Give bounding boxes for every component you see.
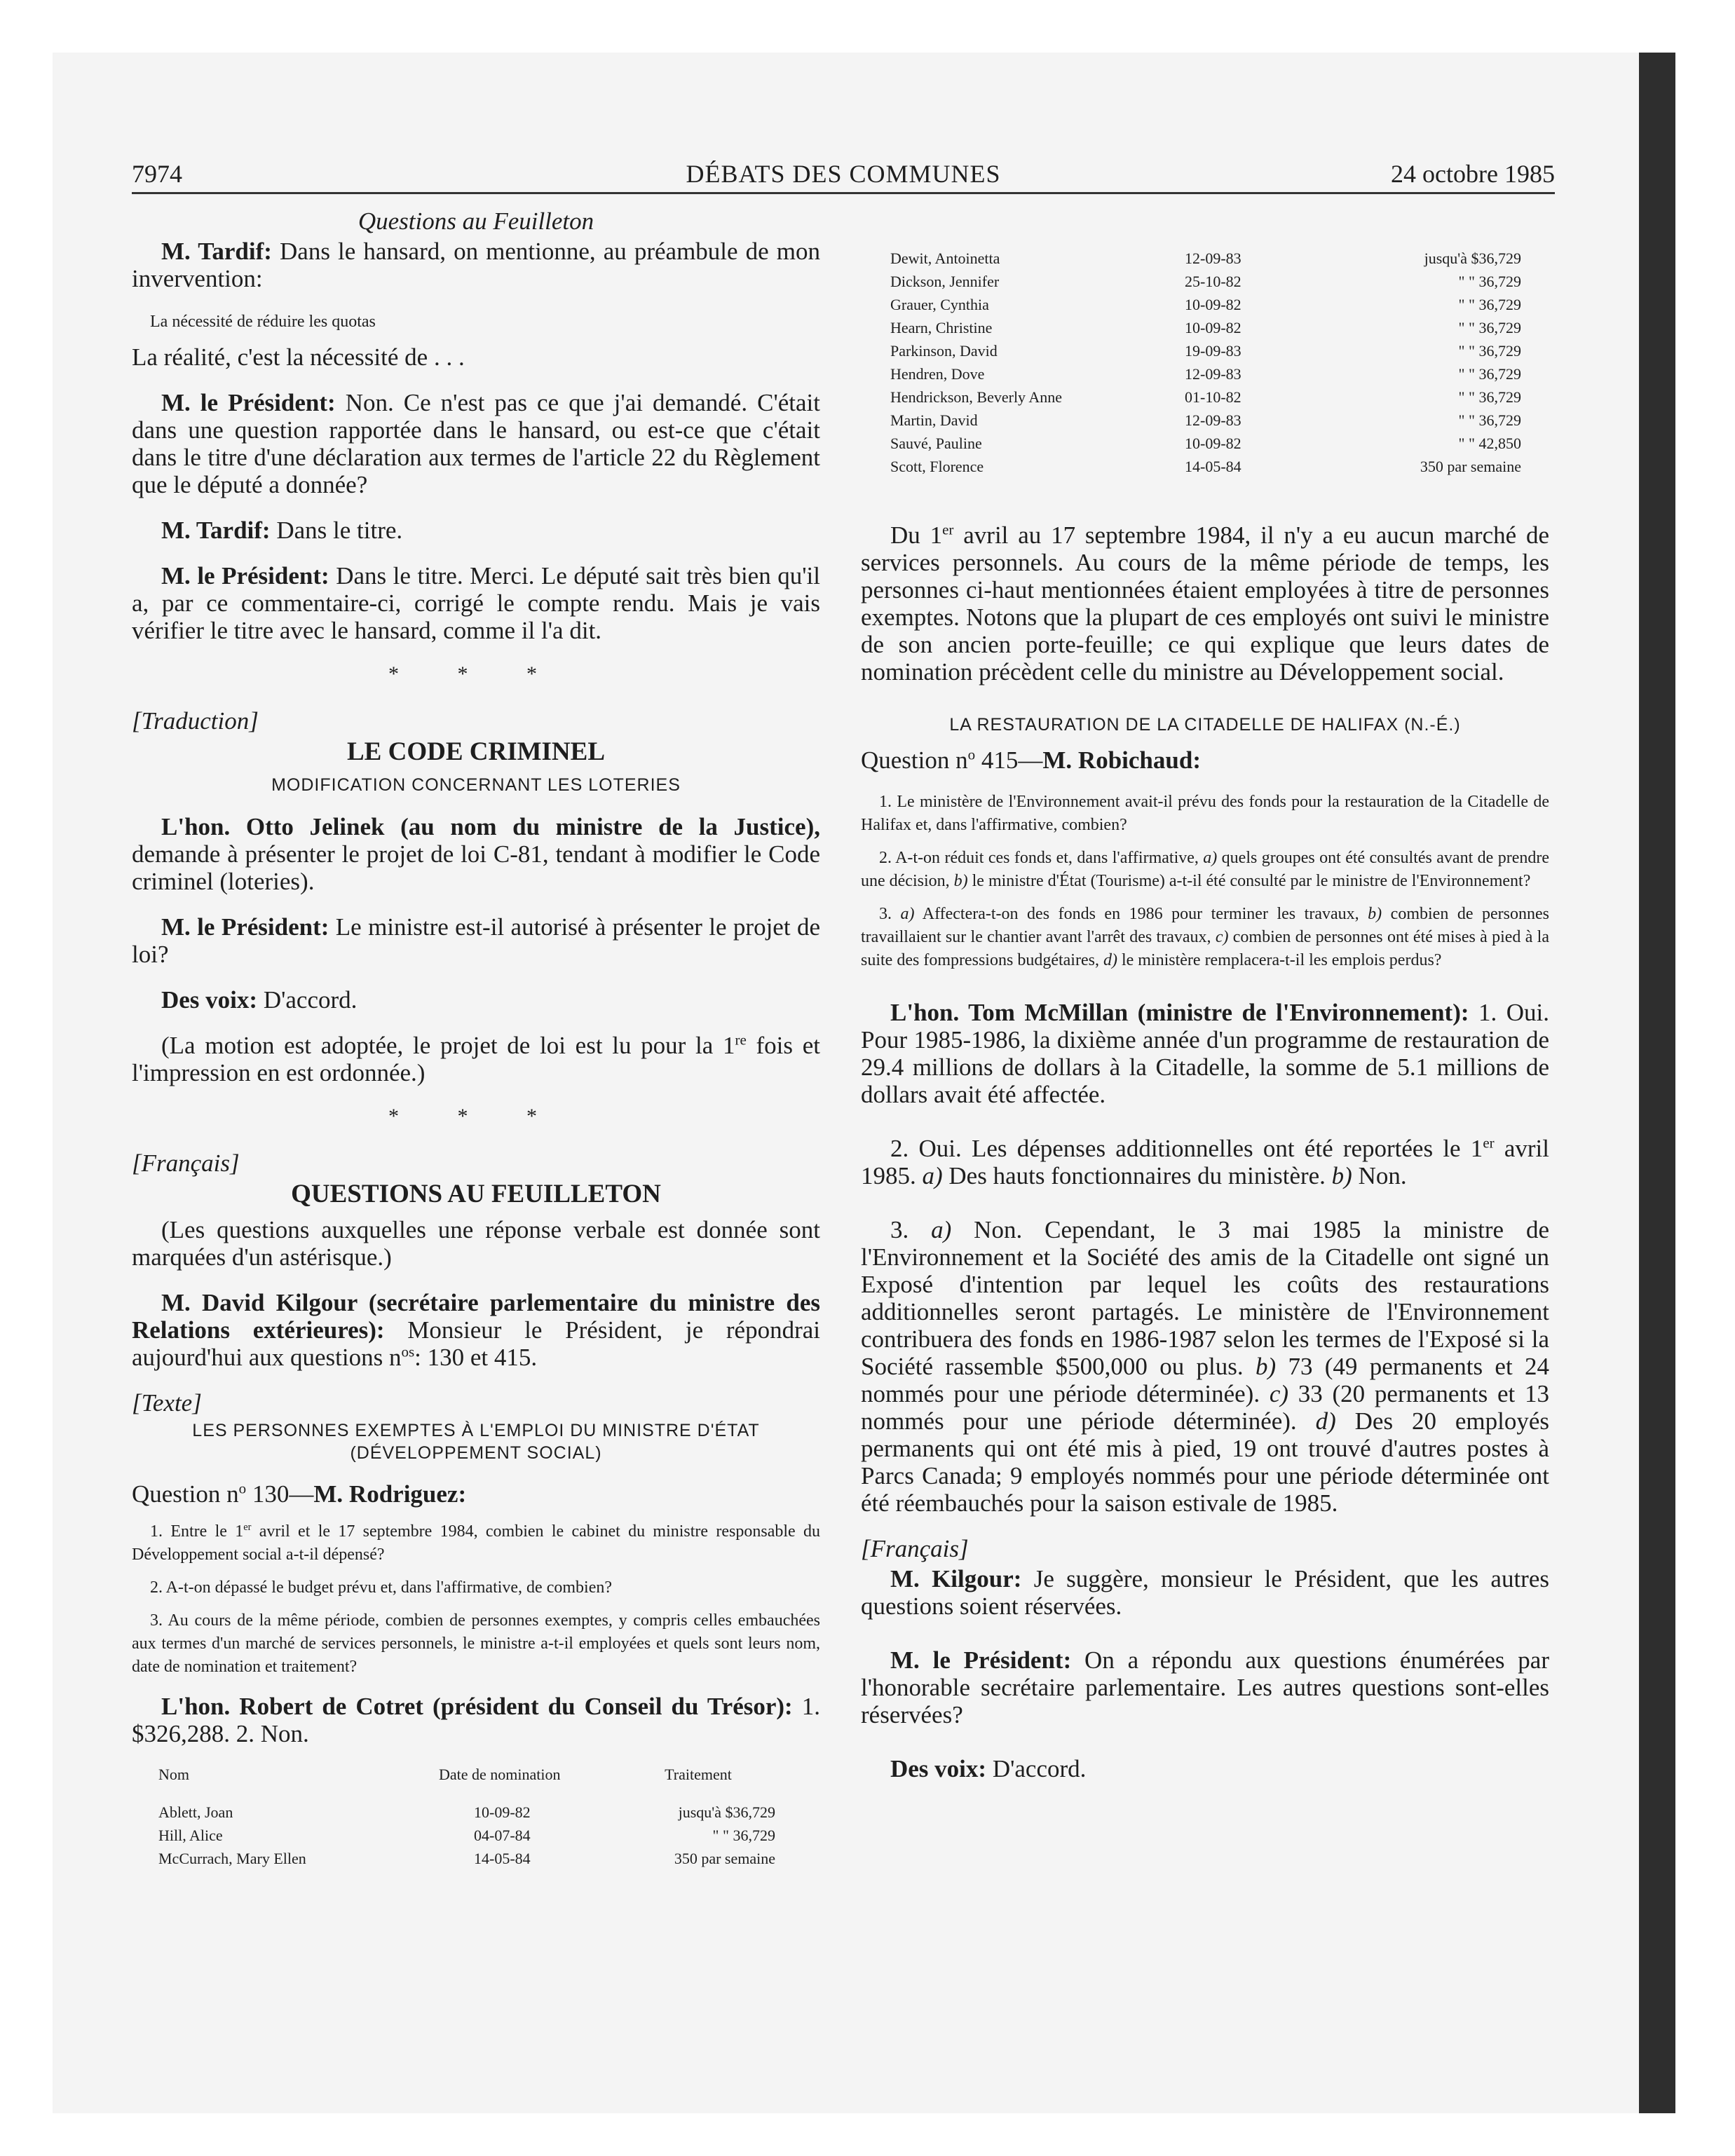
publication-title: DÉBATS DES COMMUNES: [686, 160, 1001, 188]
speaker: M. le Président:: [890, 1646, 1072, 1674]
scan-edge: [1639, 53, 1675, 2113]
speaker: Des voix:: [890, 1755, 987, 1782]
text-run: le ministre d'État (Tourisme) a-t-il été consulté par le ministre de l'Environnement?: [967, 872, 1531, 890]
text-run: 130—: [246, 1480, 314, 1508]
speaker: M. le Président:: [161, 913, 329, 941]
question-title: [132, 1419, 820, 1464]
separator-stars: * * *: [388, 1105, 564, 1128]
paragraph: [132, 1289, 820, 1371]
cell-name: Hearn, Christine: [890, 318, 993, 336]
text-run: Des hauts fonctionnaires du ministère.: [942, 1162, 1332, 1189]
cell-salary: " " 36,729: [1458, 295, 1521, 313]
staff-table: [158, 1766, 775, 1870]
paragraph: [132, 986, 820, 1014]
cell-name: Ablett, Joan: [158, 1803, 233, 1821]
enum-label: a): [931, 1216, 952, 1243]
table-row: [890, 432, 1521, 455]
questioner: M. Robichaud:: [1042, 746, 1201, 774]
speech-text: : 130 et 415.: [414, 1344, 538, 1371]
enum-label: b): [1331, 1162, 1352, 1189]
text-run: quels groupes ont été consultés avant de prendre une décision,: [861, 849, 1549, 890]
question-item: 2. A-t-on dépassé le budget prévu et, dans l'affirmative, de combien?: [150, 1578, 613, 1597]
paragraph: [861, 1755, 1549, 1782]
question-item: 3. Au cours de la même période, combien de personnes exemptes, y compris celles embauchées aux termes d'un marché de services personnels, le ministre a-t-il employées et quels sont leurs nom, date de nomination et traitement?: [132, 1611, 820, 1676]
text-run: combien de personnes travaillaient sur le chantier avant l'arrêt des travaux,: [861, 905, 1549, 946]
table-row: [158, 1847, 775, 1870]
speech-text: Dans le titre. Merci. Le député sait très bien qu'il a, par ce commentaire-ci, corrigé le compte rendu. Mais je vais vérifier le titre avec le hansard, comme il l'a dit.: [132, 562, 820, 644]
cell-date: 14-05-84: [1185, 457, 1241, 475]
speech-text: demande à présenter le projet de loi C-81, tendant à modifier le Code criminel (loteries).: [132, 840, 820, 895]
speech-text: Non. Ce n'est pas ce que j'ai demandé. C'était dans une question rapportée dans le hansard, ou est-ce que c'était dans le titre d'une déclaration aux termes de l'article 22 du Règlement que le député a donnée?: [132, 389, 820, 498]
paragraph: [132, 813, 820, 895]
cell-name: Parkinson, David: [890, 341, 998, 360]
enum-label: c): [1215, 928, 1229, 946]
enum-label: b): [953, 872, 968, 890]
speech-text: D'accord.: [257, 986, 358, 1014]
left-column: [132, 207, 820, 1870]
enum-label: d): [1103, 951, 1117, 969]
speaker: M. David Kilgour (secrétaire parlementaire du ministre des Relations extérieures):: [132, 1289, 820, 1344]
cell-date: 25-10-82: [1185, 272, 1241, 290]
superscript: os: [401, 1343, 415, 1360]
text-run: le ministère remplacera-t-il les emplois perdus?: [1117, 951, 1442, 969]
page-header: [132, 156, 1555, 194]
cell-date: 14-05-84: [474, 1849, 531, 1867]
table-row: [890, 409, 1521, 432]
enum-label: c): [1269, 1380, 1289, 1407]
enum-label: b): [1255, 1353, 1277, 1380]
speech-text: Le ministre est-il autorisé à présenter le projet de loi?: [132, 913, 820, 968]
text-run: 2. A-t-on réduit ces fonds et, dans l'affirmative,: [879, 849, 1204, 867]
text-run: (La motion est adoptée, le projet de loi est lu pour la 1: [161, 1032, 735, 1059]
superscript: er: [1483, 1134, 1495, 1152]
bill-title: LE CODE CRIMINEL: [347, 737, 605, 766]
table-row: [890, 270, 1521, 293]
paragraph: [861, 521, 1549, 685]
cell-name: Grauer, Cynthia: [890, 295, 989, 313]
table-row: [890, 386, 1521, 409]
cell-name: Dickson, Jennifer: [890, 272, 1000, 290]
enum-label: d): [1315, 1407, 1336, 1435]
column-header: Traitement: [665, 1766, 732, 1783]
paragraph: La réalité, c'est la nécessité de . . .: [132, 343, 465, 371]
paragraph: [132, 562, 820, 644]
table-row: [890, 247, 1521, 270]
cell-salary: " " 36,729: [1458, 318, 1521, 336]
text-run: avril au 17 septembre 1984, il n'y a eu aucun marché de services personnels. Au cours de la même période de temps, les personnes ci-haut mentionnées étaient employées à titre de personnes exemptes. Notons que la plupart de ces employés ont suivi le ministre de son ancien porte-feuille; ce qui explique que leurs dates de nomination précèdent celle du ministre au Développement social.: [861, 521, 1549, 685]
cell-date: 10-09-82: [1185, 434, 1241, 452]
text-run: 3.: [890, 1216, 932, 1243]
enum-label: a): [922, 1162, 943, 1189]
speech-text: Dans le titre.: [270, 517, 403, 544]
text-run: Des 20 employés permanents qui ont été mis à pied, 19 ont trouvé d'autres postes à Parcs Canada; 9 employés nommés pour une période déterminée ont été réembauchés pour la saison estivale de 1985.: [861, 1407, 1549, 1517]
cell-date: 12-09-83: [1185, 411, 1241, 429]
paragraph: [132, 517, 820, 544]
paragraph: [132, 238, 820, 292]
paragraph: [132, 913, 820, 968]
cell-date: 10-09-82: [474, 1803, 531, 1821]
cell-salary: " " 36,729: [1458, 272, 1521, 290]
speaker: M. le Président:: [161, 562, 329, 589]
question-title-line: (DÉVELOPPEMENT SOCIAL): [350, 1443, 602, 1463]
table-header-row: [158, 1766, 775, 1801]
question-item: [861, 847, 1549, 893]
cell-name: Scott, Florence: [890, 457, 984, 475]
speaker: L'hon. Tom McMillan (ministre de l'Environnement):: [890, 999, 1469, 1026]
paragraph: [861, 1216, 1549, 1517]
column-header: Date de nomination: [439, 1766, 561, 1783]
enum-label: b): [1368, 905, 1382, 923]
superscript: er: [243, 1522, 252, 1533]
text-run: 33 (20 permanents et 13 nommés pour une période déterminée).: [861, 1380, 1549, 1435]
cell-name: Hendrickson, Beverly Anne: [890, 388, 1062, 406]
text-run: Question n: [861, 746, 968, 774]
speech-text: 1. Oui. Pour 1985-1986, la dixième année d'un programme de restauration de 29.4 millions de dollars à la Citadelle, la somme de 5.1 millions de dollars avait été affectée.: [861, 999, 1549, 1108]
cell-salary: jusqu'à $36,729: [678, 1803, 775, 1821]
text-run: 2. Oui. Les dépenses additionnelles ont été reportées le 1: [890, 1135, 1483, 1162]
table-row: [890, 339, 1521, 362]
cell-date: 04-07-84: [474, 1826, 531, 1844]
speech-text: D'accord.: [986, 1755, 1087, 1782]
question-item: [132, 1520, 820, 1567]
cell-salary: jusqu'à $36,729: [1424, 249, 1521, 267]
paragraph: [861, 999, 1549, 1108]
column-header: Nom: [158, 1766, 189, 1783]
speaker: L'hon. Robert de Cotret (président du Conseil du Trésor):: [161, 1693, 793, 1720]
text-run: Non. Cependant, le 3 mai 1985 la ministre de l'Environnement et la Société des amis de la Citadelle ont signé un Exposé d'intention par lequel les coûts des restaurations additionnelles seront partagés. Le ministère de l'Environnement contribuera des fonds en 1986-1987 selon les termes de l'Exposé si la Société rassemble $500,000 ou plus.: [861, 1216, 1549, 1380]
paragraph: [861, 1646, 1549, 1728]
text-run: Non.: [1352, 1162, 1407, 1189]
question-title: LA RESTAURATION DE LA CITADELLE DE HALIFAX (N.-É.): [949, 715, 1461, 735]
cell-name: Dewit, Antoinetta: [890, 249, 1000, 267]
cell-salary: " " 36,729: [1458, 364, 1521, 383]
language-tag: [Français]: [861, 1535, 969, 1562]
right-column: [861, 247, 1549, 1801]
paragraph: (Les questions auxquelles une réponse verbale est donnée sont marquées d'un astérisque.): [132, 1216, 820, 1271]
cell-salary: 350 par semaine: [674, 1849, 775, 1867]
section-title: Questions au Feuilleton: [358, 207, 594, 235]
text-run: avril 1985.: [861, 1135, 1550, 1189]
speaker: Des voix:: [161, 986, 258, 1014]
table-row: [158, 1824, 775, 1847]
text-run: avril et le 17 septembre 1984, combien le cabinet du ministre responsable du Développement social a-t-il dépensé?: [132, 1522, 821, 1564]
cell-date: 12-09-83: [1185, 249, 1241, 267]
text-run: 3.: [879, 905, 901, 923]
table-row: [890, 316, 1521, 339]
speech-text: Je suggère, monsieur le Président, que les autres questions soient réservées.: [861, 1565, 1549, 1620]
speech-text: 1. $326,288. 2. Non.: [132, 1693, 821, 1747]
speaker: M. le Président:: [161, 389, 336, 416]
enum-label: a): [900, 905, 915, 923]
text-run: Question n: [132, 1480, 239, 1508]
cell-date: 10-09-82: [1185, 295, 1241, 313]
bill-subtitle: MODIFICATION CONCERNANT LES LOTERIES: [271, 775, 681, 795]
language-tag: [Traduction]: [132, 707, 259, 735]
cell-salary: " " 36,729: [1458, 341, 1521, 360]
text-run: Du 1: [890, 521, 943, 549]
cell-salary: " " 36,729: [1458, 388, 1521, 406]
speech-text: Dans le hansard, on mentionne, au préambule de mon invervention:: [132, 238, 821, 292]
question-number: [132, 1480, 820, 1509]
paragraph: [132, 1693, 820, 1747]
cell-name: Hill, Alice: [158, 1826, 223, 1844]
paragraph: [861, 1565, 1549, 1620]
paragraph: [132, 389, 820, 498]
superscript: re: [735, 1031, 747, 1049]
question-item: [861, 903, 1549, 972]
speech-text: On a répondu aux questions énumérées par l'honorable secrétaire parlementaire. Les autres questions sont-elles réservées?: [861, 1646, 1549, 1728]
question-number: [861, 746, 1549, 775]
question-title-line: LES PERSONNES EXEMPTES À L'EMPLOI DU MINISTRE D'ÉTAT: [192, 1421, 760, 1440]
text-run: 73 (49 permanents et 24 nommés pour une période déterminée).: [861, 1353, 1549, 1407]
section-heading: QUESTIONS AU FEUILLETON: [291, 1180, 661, 1208]
cell-date: 10-09-82: [1185, 318, 1241, 336]
cell-name: Sauvé, Pauline: [890, 434, 982, 452]
text-run: 415—: [975, 746, 1043, 774]
cell-salary: " " 36,729: [712, 1826, 775, 1844]
cell-salary: 350 par semaine: [1420, 457, 1521, 475]
question-item: 1. Le ministère de l'Environnement avait-il prévu des fonds pour la restauration de la Citadelle de Halifax et, dans l'affirmative, combien?: [861, 793, 1549, 834]
cell-salary: " " 42,850: [1458, 434, 1521, 452]
superscript: o: [238, 1480, 247, 1497]
paragraph: [132, 1032, 820, 1086]
questioner: M. Rodriguez:: [313, 1480, 467, 1508]
speech-text: Monsieur le Président, je répondrai aujourd'hui aux questions n: [132, 1316, 820, 1371]
cell-name: McCurrach, Mary Ellen: [158, 1849, 306, 1867]
speaker: L'hon. Otto Jelinek (au nom du ministre de la Justice),: [161, 813, 820, 840]
superscript: er: [942, 521, 954, 538]
enum-label: a): [1203, 849, 1218, 867]
cell-name: Hendren, Dove: [890, 364, 985, 383]
speaker: M. Tardif:: [161, 238, 272, 265]
cell-name: Martin, David: [890, 411, 978, 429]
superscript: o: [967, 746, 976, 763]
text-run: 1. Entre le 1: [150, 1522, 244, 1541]
quotation: La nécessité de réduire les quotas: [150, 313, 376, 331]
table-row: [158, 1801, 775, 1824]
text-run: fois et l'impression en est ordonnée.): [132, 1032, 820, 1086]
cell-date: 19-09-83: [1185, 341, 1241, 360]
text-run: Affectera-t-on des fonds en 1986 pour terminer les travaux,: [914, 905, 1368, 923]
table-row: [890, 455, 1521, 478]
publication-date: 24 octobre 1985: [1391, 160, 1555, 188]
text-run: combien de personnes ont été mises à pied à la suite des fompressions budgétaires,: [861, 928, 1549, 969]
table-row: [890, 362, 1521, 386]
language-tag: [Texte]: [132, 1389, 202, 1417]
cell-date: 12-09-83: [1185, 364, 1241, 383]
page-number: 7974: [132, 160, 182, 188]
speaker: M. Tardif:: [161, 517, 271, 544]
paragraph: [861, 1135, 1549, 1189]
table-row: [890, 293, 1521, 316]
staff-table-continued: [890, 247, 1521, 478]
cell-salary: " " 36,729: [1458, 411, 1521, 429]
language-tag: [Français]: [132, 1149, 240, 1177]
speaker: M. Kilgour:: [890, 1565, 1022, 1592]
cell-date: 01-10-82: [1185, 388, 1241, 406]
separator-stars: * * *: [388, 662, 564, 685]
